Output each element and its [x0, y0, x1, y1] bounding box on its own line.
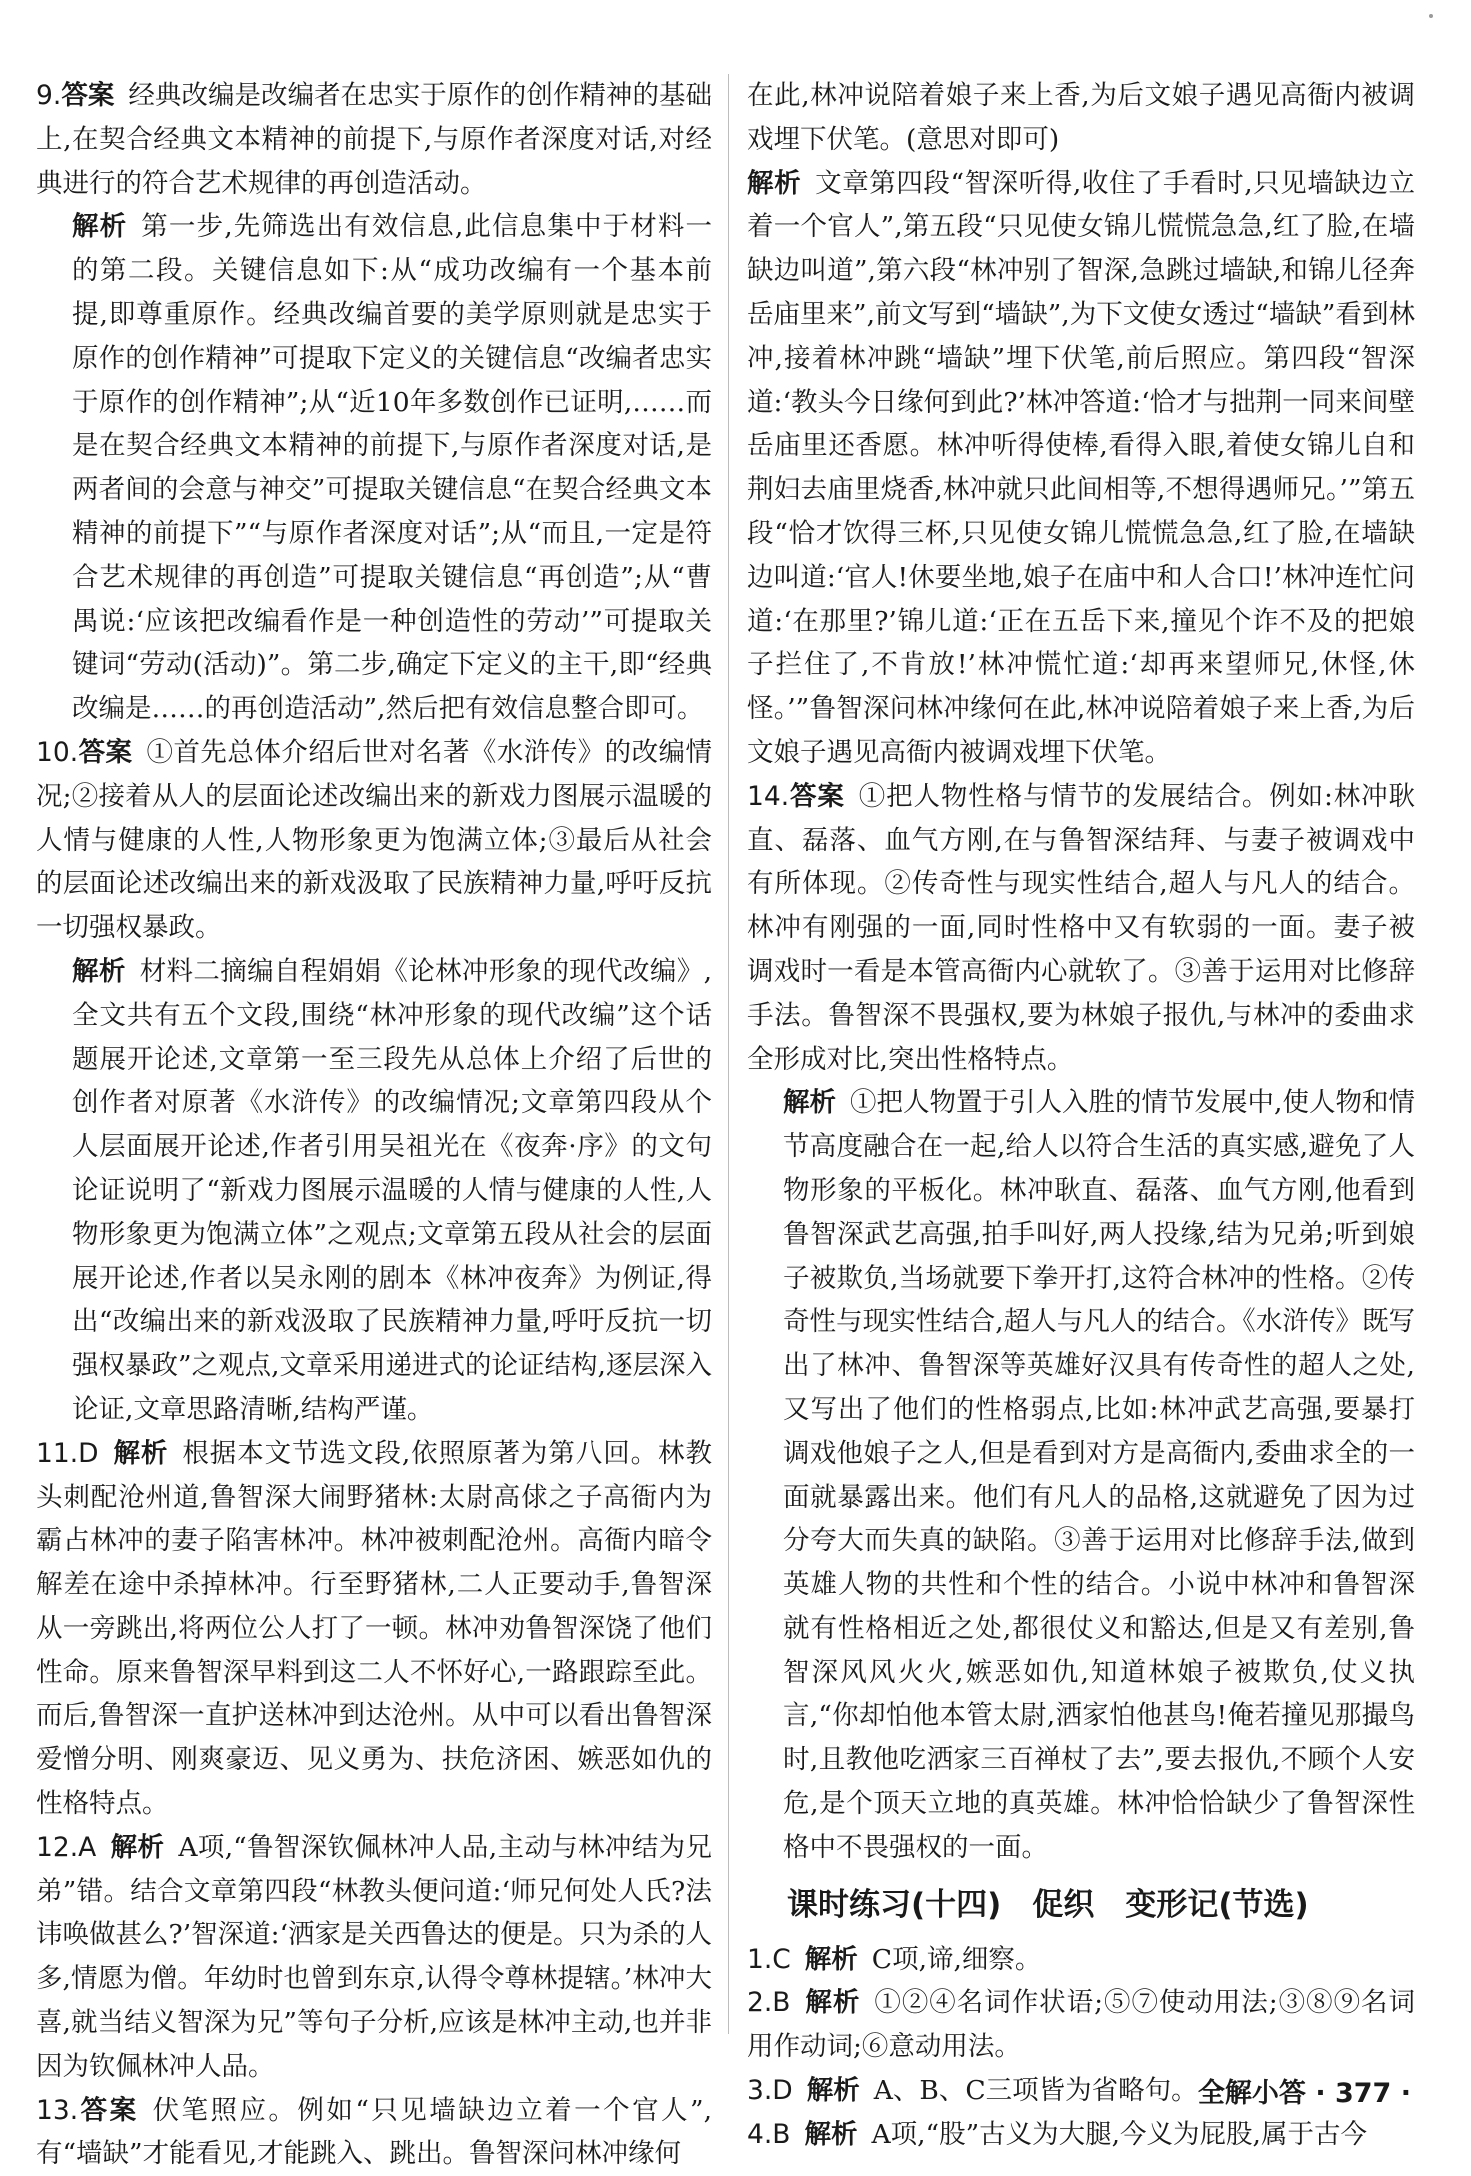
s1-number: 1.C	[747, 1943, 791, 1975]
q13-number: 13.	[36, 2094, 79, 2126]
explanation-label: 解析	[747, 167, 802, 199]
answer-label: 答案	[789, 780, 845, 812]
explanation-label: 解析	[110, 1831, 165, 1863]
q12-explanation-text: A项,“鲁智深钦佩林冲人品,主动与林冲结为兄弟”错。结合文章第四段“林教头便问道:‘师兄何处人氏?法讳唤做甚么?’智深道:‘洒家是关西鲁达的便是。只为杀的人多,情愿为僧。年幼时也曾到东京,认得令尊林提辖。’林冲大喜,就当结义智深为兄”等句子分析,应该是林冲主动,也并非因为钦佩林冲人品。	[36, 1831, 712, 2082]
q9-answer-text: 经典改编是改编者在忠实于原作的创作精神的基础上,在契合经典文本精神的前提下,与原作者深度对话,对经典进行的符合艺术规律的再创造活动。	[36, 80, 713, 199]
left-column	[36, 74, 712, 2176]
q13-answer-continued: 在此,林冲说陪着娘子来上香,为后文娘子遇见高衙内被调戏埋下伏笔。(意思对即可)	[747, 80, 1415, 155]
q11-explanation-text: 根据本文节选文段,依照原著为第八回。林教头刺配沧州道,鲁智深大闹野猪林:太尉高俅之子高衙内为霸占林冲的妻子陷害林冲。林冲被刺配沧州。高衙内暗令解差在途中杀掉林冲。行至野猪林,二人正要动手,鲁智深从一旁跳出,将两位公人打了一顿。林冲劝鲁智深饶了他们性命。原来鲁智深早料到这二人不怀好心,一路跟踪至此。而后,鲁智深一直护送林冲到达沧州。从中可以看出鲁智深爱憎分明、刚爽豪迈、见义勇为、扶危济困、嫉恶如仇的性格特点。	[36, 1437, 712, 1820]
q13-answer-text: 伏笔照应。例如“只见墙缺边立着一个官人”,有“墙缺”才能看见,才能跳入、跳出。鲁智深问林冲缘何	[36, 2094, 712, 2170]
answer-label: 答案	[78, 736, 133, 768]
q11-item	[36, 1432, 712, 1826]
q14-answer-text: ①把人物性格与情节的发展结合。例如:林冲耿直、磊落、血气方刚,在与鲁智深结拜、与妻子被调戏中有所体现。②传奇性与现实性结合,超人与凡人的结合。林冲有刚强的一面,同时性格中又有软弱的一面。妻子被调戏时一看是本管高衙内心就软了。③善于运用对比修辞手法。鲁智深不畏强权,要为林娘子报仇,与林冲的委曲求全形成对比,突出性格特点。	[747, 780, 1416, 1075]
answer-label: 答案	[78, 2094, 139, 2126]
q14-answer	[747, 775, 1415, 1082]
answer-label: 答案	[61, 80, 115, 111]
explanation-label: 解析	[112, 1437, 169, 1469]
corner-dot	[1429, 14, 1433, 18]
q9-explanation	[36, 205, 712, 731]
s2-item	[747, 1981, 1415, 2069]
explanation-label: 解析	[806, 2075, 860, 2107]
explanation-label: 解析	[783, 1087, 837, 1119]
section-title: 课时练习(十四) 促织 变形记(节选)	[787, 1886, 1309, 1923]
explanation-label: 解析	[804, 1987, 861, 2019]
s3-explanation-text: A、B、C三项皆为省略句。	[873, 2075, 1198, 2107]
q13-answer	[36, 2089, 712, 2176]
s2-number: 2.B	[747, 1987, 791, 2019]
explanation-label: 解析	[804, 1943, 858, 1975]
column-divider	[728, 74, 729, 2034]
s4-explanation-text: A项,“股”古义为大腿,今义为屁股,属于古今	[871, 2118, 1367, 2150]
q10-answer	[36, 731, 712, 950]
q9-number: 9.	[36, 80, 62, 111]
explanation-label: 解析	[804, 2118, 858, 2150]
s1-item	[747, 1938, 1415, 1982]
q9-answer	[36, 74, 712, 205]
q10-explanation-text: 材料二摘编自程娟娟《论林冲形象的现代改编》,全文共有五个文段,围绕“林冲形象的现代改编”这个话题展开论述,文章第一至三段先从总体上介绍了后世的创作者对原著《水浒传》的改编情况;文章第四段从个人层面展开论述,作者引用吴祖光在《夜奔·序》的文句论证说明了“新戏力图展示温暖的人情与健康的人性,人物形象更为饱满立体”之观点;文章第五段从社会的层面展开论述,作者以吴永刚的剧本《林冲夜奔》为例证,得出“改编出来的新戏汲取了民族精神力量,呼吁反抗一切强权暴政”之观点,文章采用递进式的论证结构,逐层深入论证,文章思路清晰,结构严谨。	[72, 955, 712, 1425]
q13-explanation-text: 文章第四段“智深听得,收住了手看时,只见墙缺边立着一个官人”,第五段“只见使女锦儿慌慌急急,红了脸,在墙缺边叫道”,第六段“林冲别了智深,急跳过墙缺,和锦儿径奔岳庙里来”,前文写到“墙缺”,为下文使女透过“墙缺”看到林冲,接着林冲跳“墙缺”埋下伏笔,前后照应。第四段“智深道:‘教头今日缘何到此?’林冲答道:‘恰才与拙荆一同来间壁岳庙里还香愿。林冲听得使棒,看得入眼,着使女锦儿自和荆妇去庙里烧香,林冲就只此间相等,不想得遇师兄。’”第五段“恰才饮得三杯,只见使女锦儿慌慌急急,红了脸,在墙缺边叫道:‘官人!休要坐地,娘子在庙中和人合口!’林冲连忙问道:‘在那里?’锦儿道:‘正在五岳下来,撞见个诈不及的把娘子拦住了,不肯放!’林冲慌忙道:‘却再来望师兄,休怪,休怪。’”鲁智深问林冲缘何在此,林冲说陪着娘子来上香,为后文娘子遇见高衙内被调戏埋下伏笔。	[747, 167, 1416, 768]
explanation-label: 解析	[72, 211, 128, 243]
right-column	[747, 74, 1415, 2157]
q12-number: 12.A	[36, 1831, 97, 1863]
explanation-label: 解析	[72, 955, 126, 987]
s3-number: 3.D	[747, 2075, 793, 2107]
s1-explanation-text: C项,谛,细察。	[871, 1943, 1042, 1975]
q9-explanation-text: 第一步,先筛选出有效信息,此信息集中于材料一的第二段。关键信息如下:从“成功改编有一个基本前提,即尊重原作。经典改编首要的美学原则就是忠实于原作的创作精神”可提取下定义的关键信息“改编者忠实于原作的创作精神”;从“近10年多数创作已证明,……而是在契合经典文本精神的前提下,与原作者深度对话,是两者间的会意与神交”可提取关键信息“在契合经典文本精神的前提下”“与原作者深度对话”;从“而且,一定是符合艺术规律的再创造”可提取关键信息“再创造”;从“曹禺说:‘应该把改编看作是一种创造性的劳动’”可提取关键词“劳动(活动)”。第二步,确定下定义的主干,即“经典改编是……的再创造活动”,然后把有效信息整合即可。	[72, 211, 712, 725]
q12-item	[36, 1826, 712, 2089]
q10-explanation	[36, 950, 712, 1432]
s4-number: 4.B	[747, 2118, 791, 2150]
q10-answer-text: ①首先总体介绍后世对名著《水浒传》的改编情况;②接着从人的层面论述改编出来的新戏力图展示温暖的人情与健康的人性,人物形象更为饱满立体;③最后从社会的层面论述改编出来的新戏汲取了民族精神力量,呼吁反抗一切强权暴政。	[36, 736, 713, 944]
q14-number: 14.	[747, 780, 790, 812]
s2-explanation-text: ①②④名词作状语;⑤⑦使动用法;③⑧⑨名词用作动词;⑥意动用法。	[747, 1987, 1416, 2063]
s4-item	[747, 2113, 1415, 2157]
q10-number: 10.	[36, 736, 79, 768]
q14-explanation	[747, 1081, 1415, 1869]
q13-explanation	[747, 162, 1415, 775]
q14-explanation-text: ①把人物置于引人入胜的情节发展中,使人物和情节高度融合在一起,给人以符合生活的真实感,避免了人物形象的平板化。林冲耿直、磊落、血气方刚,他看到鲁智深武艺高强,拍手叫好,两人投缘,结为兄弟;听到娘子被欺负,当场就要下拳开打,这符合林冲的性格。②传奇性与现实性结合,超人与凡人的结合。《水浒传》既写出了林冲、鲁智深等英雄好汉具有传奇性的超人之处,又写出了他们的性格弱点,比如:林冲武艺高强,要暴打调戏他娘子之人,但是看到对方是高衙内,委曲求全的一面就暴露出来。他们有凡人的品格,这就避免了因为过分夸大而失真的缺陷。③善于运用对比修辞手法,做到英雄人物的共性和个性的结合。小说中林冲和鲁智深就有性格相近之处,都很仗义和豁达,但是又有差别,鲁智深风风火火,嫉恶如仇,知道林娘子被欺负,仗义执言,“你却怕他本管太尉,洒家怕他甚鸟!俺若撞见那撮鸟时,且教他吃洒家三百禅杖了去”,要去报仇,不顾个人安危,是个顶天立地的真英雄。林冲恰恰缺少了鲁智深性格中不畏强权的一面。	[783, 1087, 1415, 1863]
q11-number: 11.D	[36, 1437, 99, 1469]
page-footer: 全解小答 · 377 ·	[1197, 2078, 1411, 2109]
